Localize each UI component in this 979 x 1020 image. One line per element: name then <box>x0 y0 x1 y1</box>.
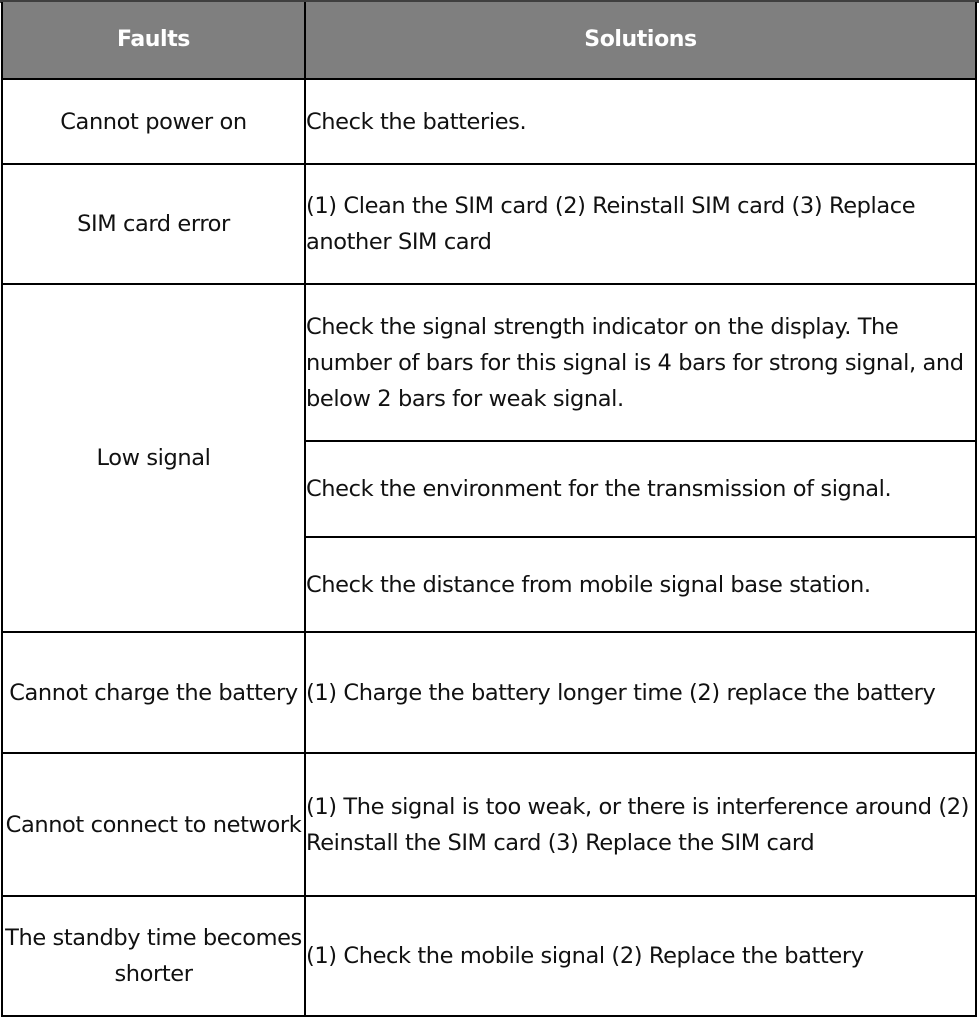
solution-cell: (1) Clean the SIM card (2) Reinstall SIM card (3) Replace another SIM card <box>305 164 976 284</box>
fault-cell: Cannot charge the battery <box>2 632 305 753</box>
table-row <box>2 896 976 1016</box>
table-row <box>2 164 976 284</box>
table-row <box>2 79 976 164</box>
fault-cell: Low signal <box>2 284 305 632</box>
fault-cell: Cannot power on <box>2 79 305 164</box>
solution-cell: Check the environment for the transmission of signal. <box>305 441 976 537</box>
solution-cell: (1) Charge the battery longer time (2) replace the battery <box>305 632 976 753</box>
header-faults: Faults <box>2 2 305 79</box>
solution-cell: (1) The signal is too weak, or there is interference around (2) Reinstall the SIM card (3) Replace the SIM card <box>305 753 976 896</box>
solution-cell: (1) Check the mobile signal (2) Replace the battery <box>305 896 976 1016</box>
faults-solutions-table <box>1 2 977 1017</box>
fault-cell: The standby time becomes shorter <box>2 896 305 1016</box>
fault-cell: SIM card error <box>2 164 305 284</box>
solution-cell: Check the distance from mobile signal base station. <box>305 537 976 632</box>
header-solutions: Solutions <box>305 2 976 79</box>
table-row <box>2 284 976 441</box>
header-row <box>2 2 976 79</box>
table-row <box>2 753 976 896</box>
solution-cell: Check the batteries. <box>305 79 976 164</box>
solution-cell: Check the signal strength indicator on the display. The number of bars for this signal is 4 bars for strong signal, and below 2 bars for weak signal. <box>305 284 976 441</box>
fault-cell: Cannot connect to network <box>2 753 305 896</box>
table-row <box>2 632 976 753</box>
